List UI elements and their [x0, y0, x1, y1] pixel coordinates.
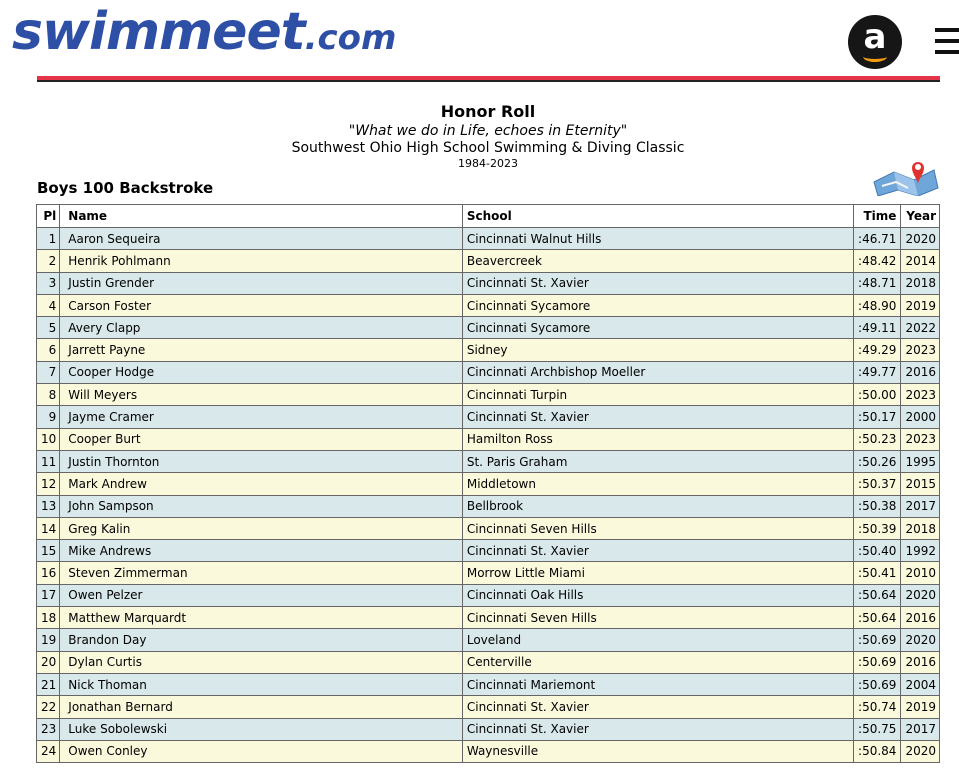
cell-place: 19: [37, 629, 60, 651]
cell-time: :49.29: [854, 339, 901, 361]
cell-school: Cincinnati St. Xavier: [462, 718, 853, 740]
cell-place: 2: [37, 250, 60, 272]
cell-year: 2019: [901, 294, 940, 316]
cell-school: Bellbrook: [462, 495, 853, 517]
cell-place: 12: [37, 473, 60, 495]
cell-name: Avery Clapp: [60, 317, 463, 339]
cell-place: 13: [37, 495, 60, 517]
cell-time: :50.23: [854, 428, 901, 450]
header-name: Name: [60, 205, 463, 228]
cell-place: 7: [37, 361, 60, 383]
cell-time: :50.41: [854, 562, 901, 584]
cell-time: :50.64: [854, 607, 901, 629]
cell-school: Hamilton Ross: [462, 428, 853, 450]
cell-year: 2020: [901, 228, 940, 250]
honor-roll-table: [36, 204, 940, 763]
cell-time: :49.77: [854, 361, 901, 383]
header-divider: [37, 76, 940, 82]
cell-year: 2014: [901, 250, 940, 272]
cell-place: 21: [37, 673, 60, 695]
table-row: [37, 673, 940, 695]
logo-suffix-text: .com: [304, 18, 397, 58]
swimmeet-logo[interactable]: [12, 2, 397, 62]
title-block: [0, 102, 959, 171]
cell-year: 2022: [901, 317, 940, 339]
table-row: [37, 272, 940, 294]
cell-name: Jayme Cramer: [60, 406, 463, 428]
site-header: [0, 0, 959, 78]
cell-time: :50.39: [854, 517, 901, 539]
cell-name: Henrik Pohlmann: [60, 250, 463, 272]
cell-place: 3: [37, 272, 60, 294]
cell-place: 20: [37, 651, 60, 673]
meet-name: Southwest Ohio High School Swimming & Diving Classic: [291, 140, 685, 156]
header-time: Time: [854, 205, 901, 228]
table-row: [37, 294, 940, 316]
cell-year: 2017: [901, 718, 940, 740]
cell-name: Cooper Burt: [60, 428, 463, 450]
cell-time: :50.17: [854, 406, 901, 428]
cell-place: 11: [37, 450, 60, 472]
cell-name: Dylan Curtis: [60, 651, 463, 673]
table-row: [37, 651, 940, 673]
cell-school: Cincinnati Turpin: [462, 384, 853, 406]
cell-place: 23: [37, 718, 60, 740]
cell-name: Brandon Day: [60, 629, 463, 651]
cell-name: Cooper Hodge: [60, 361, 463, 383]
table-row: [37, 696, 940, 718]
menu-line: [935, 28, 959, 32]
cell-year: 2015: [901, 473, 940, 495]
cell-school: Centerville: [462, 651, 853, 673]
cell-time: :46.71: [854, 228, 901, 250]
cell-school: Waynesville: [462, 740, 853, 762]
table-row: [37, 740, 940, 762]
table-row: [37, 718, 940, 740]
cell-year: 2004: [901, 673, 940, 695]
cell-place: 24: [37, 740, 60, 762]
cell-name: Justin Thornton: [60, 450, 463, 472]
cell-name: Jonathan Bernard: [60, 696, 463, 718]
cell-place: 18: [37, 607, 60, 629]
cell-name: Greg Kalin: [60, 517, 463, 539]
cell-time: :50.40: [854, 540, 901, 562]
cell-place: 22: [37, 696, 60, 718]
cell-time: :50.75: [854, 718, 901, 740]
cell-school: Middletown: [462, 473, 853, 495]
cell-school: Loveland: [462, 629, 853, 651]
logo-main-text: swimmeet: [12, 2, 305, 62]
cell-school: Cincinnati Sycamore: [462, 294, 853, 316]
cell-time: :50.69: [854, 673, 901, 695]
cell-name: Nick Thoman: [60, 673, 463, 695]
table-header-row: [37, 205, 940, 228]
cell-place: 14: [37, 517, 60, 539]
header-year: Year: [901, 205, 940, 228]
table-row: [37, 384, 940, 406]
table-row: [37, 607, 940, 629]
menu-line: [935, 50, 959, 54]
cell-name: Aaron Sequeira: [60, 228, 463, 250]
table-row: [37, 228, 940, 250]
cell-school: Beavercreek: [462, 250, 853, 272]
cell-year: 2020: [901, 740, 940, 762]
cell-name: Matthew Marquardt: [60, 607, 463, 629]
cell-place: 16: [37, 562, 60, 584]
cell-name: John Sampson: [60, 495, 463, 517]
cell-school: Cincinnati Seven Hills: [462, 607, 853, 629]
cell-year: 2020: [901, 584, 940, 606]
cell-school: Cincinnati Archbishop Moeller: [462, 361, 853, 383]
cell-year: 2017: [901, 495, 940, 517]
cell-name: Will Meyers: [60, 384, 463, 406]
table-row: [37, 450, 940, 472]
cell-place: 1: [37, 228, 60, 250]
cell-year: 1995: [901, 450, 940, 472]
table-row: [37, 629, 940, 651]
table-row: [37, 495, 940, 517]
cell-name: Mark Andrew: [60, 473, 463, 495]
cell-time: :49.11: [854, 317, 901, 339]
amazon-icon[interactable]: [848, 15, 902, 69]
cell-year: 2016: [901, 361, 940, 383]
cell-place: 8: [37, 384, 60, 406]
table-row: [37, 406, 940, 428]
table-row: [37, 428, 940, 450]
cell-year: 2016: [901, 607, 940, 629]
cell-school: Cincinnati Mariemont: [462, 673, 853, 695]
cell-time: :50.00: [854, 384, 901, 406]
cell-time: :50.74: [854, 696, 901, 718]
hamburger-menu-icon[interactable]: [935, 28, 959, 54]
cell-year: 2020: [901, 629, 940, 651]
cell-school: Cincinnati Oak Hills: [462, 584, 853, 606]
amazon-smile-icon: [863, 51, 887, 62]
cell-year: 2000: [901, 406, 940, 428]
cell-time: :50.69: [854, 629, 901, 651]
cell-school: Cincinnati St. Xavier: [462, 406, 853, 428]
table-row: [37, 339, 940, 361]
cell-year: 2023: [901, 384, 940, 406]
cell-year: 1992: [901, 540, 940, 562]
cell-year: 2010: [901, 562, 940, 584]
cell-year: 2016: [901, 651, 940, 673]
header-school: School: [462, 205, 853, 228]
table-row: [37, 540, 940, 562]
table-row: [37, 584, 940, 606]
table-row: [37, 562, 940, 584]
cell-year: 2023: [901, 339, 940, 361]
cell-time: :50.69: [854, 651, 901, 673]
cell-name: Jarrett Payne: [60, 339, 463, 361]
cell-time: :50.84: [854, 740, 901, 762]
cell-school: Cincinnati Sycamore: [462, 317, 853, 339]
cell-name: Owen Conley: [60, 740, 463, 762]
page-title: Honor Roll: [440, 102, 536, 121]
cell-year: 2018: [901, 517, 940, 539]
cell-school: Cincinnati Walnut Hills: [462, 228, 853, 250]
table-row: [37, 317, 940, 339]
cell-place: 17: [37, 584, 60, 606]
cell-name: Steven Zimmerman: [60, 562, 463, 584]
menu-line: [935, 39, 959, 43]
map-pin-icon[interactable]: [872, 152, 940, 196]
cell-name: Carson Foster: [60, 294, 463, 316]
cell-time: :50.37: [854, 473, 901, 495]
cell-place: 9: [37, 406, 60, 428]
cell-school: Morrow Little Miami: [462, 562, 853, 584]
amazon-glyph: a: [863, 17, 887, 57]
cell-name: Owen Pelzer: [60, 584, 463, 606]
header-place: Pl: [37, 205, 60, 228]
cell-school: Sidney: [462, 339, 853, 361]
cell-time: :50.26: [854, 450, 901, 472]
year-range: 1984-2023: [458, 157, 518, 170]
cell-time: :50.64: [854, 584, 901, 606]
cell-year: 2019: [901, 696, 940, 718]
cell-time: :48.90: [854, 294, 901, 316]
cell-name: Justin Grender: [60, 272, 463, 294]
cell-year: 2018: [901, 272, 940, 294]
cell-name: Mike Andrews: [60, 540, 463, 562]
cell-place: 4: [37, 294, 60, 316]
cell-school: Cincinnati St. Xavier: [462, 272, 853, 294]
cell-place: 15: [37, 540, 60, 562]
table-row: [37, 250, 940, 272]
cell-time: :50.38: [854, 495, 901, 517]
table-row: [37, 517, 940, 539]
cell-school: Cincinnati St. Xavier: [462, 696, 853, 718]
table-row: [37, 361, 940, 383]
cell-school: St. Paris Graham: [462, 450, 853, 472]
cell-year: 2023: [901, 428, 940, 450]
cell-school: Cincinnati Seven Hills: [462, 517, 853, 539]
cell-place: 10: [37, 428, 60, 450]
cell-name: Luke Sobolewski: [60, 718, 463, 740]
cell-time: :48.42: [854, 250, 901, 272]
cell-place: 6: [37, 339, 60, 361]
cell-time: :48.71: [854, 272, 901, 294]
motto: "What we do in Life, echoes in Eternity": [348, 123, 628, 139]
table-row: [37, 473, 940, 495]
event-title: Boys 100 Backstroke: [37, 179, 214, 197]
cell-school: Cincinnati St. Xavier: [462, 540, 853, 562]
cell-place: 5: [37, 317, 60, 339]
